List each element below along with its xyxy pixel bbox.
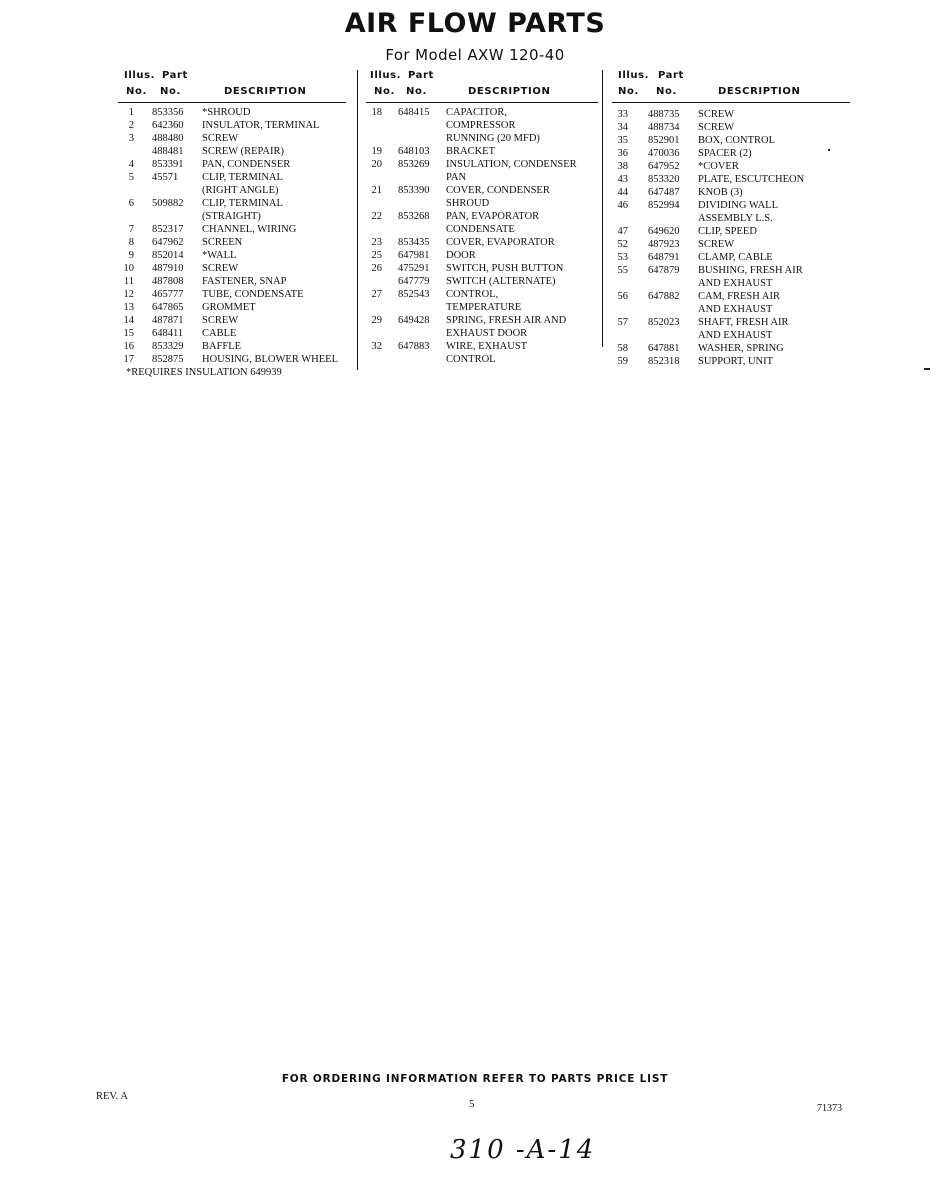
part-description: TUBE, CONDENSATE: [202, 289, 304, 300]
illus-number: 34: [617, 122, 628, 133]
table-row: [612, 121, 850, 134]
part-number: 853390: [398, 185, 430, 196]
table-row: [612, 186, 850, 199]
part-description: *SHROUD: [202, 107, 251, 118]
part-number: 852318: [648, 356, 680, 367]
part-number: 852875: [152, 354, 184, 365]
table-row: [366, 106, 598, 119]
table-row: [118, 275, 346, 288]
table-row: [118, 171, 346, 184]
table-row: [612, 277, 850, 290]
illus-number: 29: [371, 315, 382, 326]
header-part-no-label: No.: [160, 86, 181, 97]
table-row: [118, 106, 346, 119]
illus-number: 33: [617, 109, 628, 120]
part-description: SPACER (2): [698, 148, 752, 159]
illus-number: 11: [123, 276, 134, 287]
part-description: CAM, FRESH AIR: [698, 291, 780, 302]
illus-number: 58: [617, 343, 628, 354]
part-description: SCREW: [202, 133, 239, 144]
illus-number: 5: [128, 172, 134, 183]
part-number: 642360: [152, 120, 184, 131]
table-row: [612, 342, 850, 355]
part-description: CONDENSATE: [446, 224, 515, 235]
illus-number: 23: [371, 237, 382, 248]
part-number: 649620: [648, 226, 680, 237]
part-description: SCREEN: [202, 237, 243, 248]
part-number: 465777: [152, 289, 184, 300]
parts-column-3: [612, 70, 850, 368]
part-description: INSULATOR, TERMINAL: [202, 120, 320, 131]
header-description-label: DESCRIPTION: [468, 86, 551, 97]
part-number: 487808: [152, 276, 184, 287]
part-description: SCREW: [698, 239, 735, 250]
part-description: SWITCH (ALTERNATE): [446, 276, 556, 287]
table-row: [366, 171, 598, 184]
part-description: SWITCH, PUSH BUTTON: [446, 263, 564, 274]
illus-number: 32: [371, 341, 382, 352]
illus-number: 36: [617, 148, 628, 159]
part-number: 647883: [398, 341, 430, 352]
header-description-label: DESCRIPTION: [224, 86, 307, 97]
part-number: 852543: [398, 289, 430, 300]
table-row: [612, 199, 850, 212]
part-description: DIVIDING WALL: [698, 200, 778, 211]
header-illus-label: Illus.: [618, 70, 650, 81]
part-description: (STRAIGHT): [202, 211, 261, 222]
table-row: [612, 160, 850, 173]
part-description: CONTROL,: [446, 289, 499, 300]
table-row: [612, 251, 850, 264]
part-description: INSULATION, CONDENSER: [446, 159, 577, 170]
illus-number: 16: [123, 341, 134, 352]
part-number: 852014: [152, 250, 184, 261]
parts-column-1: [118, 70, 346, 379]
part-number: 852994: [648, 200, 680, 211]
part-number: 647865: [152, 302, 184, 313]
table-row: [118, 314, 346, 327]
parts-list: [118, 106, 346, 379]
part-description: GROMMET: [202, 302, 256, 313]
part-description: COVER, CONDENSER: [446, 185, 550, 196]
table-row: [118, 288, 346, 301]
part-description: KNOB (3): [698, 187, 743, 198]
table-row: [366, 197, 598, 210]
part-description: TEMPERATURE: [446, 302, 522, 313]
part-description: AND EXHAUST: [698, 330, 773, 341]
illus-number: 44: [617, 187, 628, 198]
part-description: CAPACITOR,: [446, 107, 507, 118]
table-row: [366, 158, 598, 171]
table-row: [366, 327, 598, 340]
part-number: 488481: [152, 146, 184, 157]
part-description: BUSHING, FRESH AIR: [698, 265, 803, 276]
header-rule: [118, 102, 346, 103]
table-row: [612, 173, 850, 186]
part-number: 853329: [152, 341, 184, 352]
part-description: FASTENER, SNAP: [202, 276, 287, 287]
illus-number: 7: [128, 224, 134, 235]
header-part-no-label: No.: [656, 86, 677, 97]
page-subtitle: For Model AXW 120-40: [385, 46, 565, 64]
part-description: *WALL: [202, 250, 237, 261]
part-number: 853435: [398, 237, 430, 248]
part-description: SHROUD: [446, 198, 490, 209]
part-description: SPRING, FRESH AIR AND: [446, 315, 567, 326]
part-number: 853269: [398, 159, 430, 170]
header-illus-no-label: No.: [126, 86, 147, 97]
scan-speck: [828, 149, 830, 151]
part-description: CABLE: [202, 328, 237, 339]
illus-number: 56: [617, 291, 628, 302]
part-description: AND EXHAUST: [698, 278, 773, 289]
part-description: CLIP, SPEED: [698, 226, 757, 237]
part-description: CLAMP, CABLE: [698, 252, 773, 263]
part-description: COVER, EVAPORATOR: [446, 237, 555, 248]
part-description: AND EXHAUST: [698, 304, 773, 315]
illus-number: 47: [617, 226, 628, 237]
illus-number: 4: [128, 159, 134, 170]
illus-number: 25: [371, 250, 382, 261]
table-row: [612, 355, 850, 368]
header-illus-no-label: No.: [618, 86, 639, 97]
part-description: DOOR: [446, 250, 476, 261]
illus-number: 2: [128, 120, 134, 131]
illus-number: 59: [617, 356, 628, 367]
parts-list: [366, 106, 598, 366]
illus-number: 21: [371, 185, 382, 196]
part-number: 853268: [398, 211, 430, 222]
part-description: SCREW (REPAIR): [202, 146, 284, 157]
part-number: 647487: [648, 187, 680, 198]
part-description: CHANNEL, WIRING: [202, 224, 297, 235]
table-row: [612, 134, 850, 147]
illus-number: 26: [371, 263, 382, 274]
part-description: CLIP, TERMINAL: [202, 172, 283, 183]
part-number: 647879: [648, 265, 680, 276]
table-row: [366, 353, 598, 366]
table-row: [118, 301, 346, 314]
table-row: [366, 210, 598, 223]
column-divider: [602, 70, 603, 347]
illus-number: 20: [371, 159, 382, 170]
part-number: 509882: [152, 198, 184, 209]
part-description: CLIP, TERMINAL: [202, 198, 283, 209]
scan-speck: [924, 368, 930, 370]
table-row: [366, 223, 598, 236]
part-number: 852901: [648, 135, 680, 146]
table-row: [612, 303, 850, 316]
column-header: [612, 70, 850, 104]
illus-number: 13: [123, 302, 134, 313]
header-description-label: DESCRIPTION: [718, 86, 801, 97]
part-number: 488735: [648, 109, 680, 120]
part-number: 852317: [152, 224, 184, 235]
part-number: 487871: [152, 315, 184, 326]
parts-list: [612, 108, 850, 368]
table-row: [612, 147, 850, 160]
footnote: [118, 366, 346, 379]
illus-number: 12: [123, 289, 134, 300]
part-description: RUNNING (20 MFD): [446, 133, 540, 144]
table-row: [612, 212, 850, 225]
column-divider: [357, 70, 358, 370]
part-description: BAFFLE: [202, 341, 242, 352]
part-description: PAN, CONDENSER: [202, 159, 291, 170]
part-description: SCREW: [698, 109, 735, 120]
column-header: [366, 70, 598, 104]
illus-number: 52: [617, 239, 628, 250]
part-number: 647981: [398, 250, 430, 261]
table-row: [366, 132, 598, 145]
table-row: [612, 264, 850, 277]
part-description: SHAFT, FRESH AIR: [698, 317, 789, 328]
part-description: WASHER, SPRING: [698, 343, 784, 354]
table-row: [366, 301, 598, 314]
part-description: *COVER: [698, 161, 739, 172]
part-description: CONTROL: [446, 354, 496, 365]
illus-number: 43: [617, 174, 628, 185]
part-description: SCREW: [202, 315, 239, 326]
part-number: 488734: [648, 122, 680, 133]
header-illus-no-label: No.: [374, 86, 395, 97]
parts-column-2: [366, 70, 598, 366]
illus-number: 17: [123, 354, 134, 365]
header-illus-label: Illus.: [124, 70, 156, 81]
part-description: (RIGHT ANGLE): [202, 185, 279, 196]
page-number: 5: [469, 1098, 475, 1110]
illus-number: 55: [617, 265, 628, 276]
illus-number: 1: [128, 107, 134, 118]
part-description: SCREW: [698, 122, 735, 133]
header-part-label: Part: [408, 70, 434, 81]
table-row: [366, 262, 598, 275]
page-title: AIR FLOW PARTS: [344, 8, 606, 39]
illus-number: 22: [371, 211, 382, 222]
part-number: 647952: [648, 161, 680, 172]
part-number: 648103: [398, 146, 430, 157]
part-number: 853391: [152, 159, 184, 170]
illus-number: 14: [123, 315, 134, 326]
table-row: [366, 288, 598, 301]
table-row: [366, 275, 598, 288]
illus-number: 19: [371, 146, 382, 157]
part-number: 488480: [152, 133, 184, 144]
table-row: [118, 184, 346, 197]
table-row: [612, 238, 850, 251]
part-description: SUPPORT, UNIT: [698, 356, 774, 367]
table-row: [118, 262, 346, 275]
handwritten-note: 310 -A-14: [450, 1135, 596, 1165]
table-row: [118, 197, 346, 210]
table-row: [118, 210, 346, 223]
table-row: [366, 340, 598, 353]
table-row: [612, 225, 850, 238]
part-description: PAN: [446, 172, 467, 183]
part-number: 487910: [152, 263, 184, 274]
table-row: [118, 249, 346, 262]
part-description: BOX, CONTROL: [698, 135, 776, 146]
footnote-text: *REQUIRES INSULATION 649939: [126, 367, 282, 378]
illus-number: 38: [617, 161, 628, 172]
illus-number: 8: [128, 237, 134, 248]
illus-number: 57: [617, 317, 628, 328]
part-number: 647882: [648, 291, 680, 302]
part-number: 649428: [398, 315, 430, 326]
part-number: 647779: [398, 276, 430, 287]
illus-number: 35: [617, 135, 628, 146]
table-row: [612, 316, 850, 329]
table-row: [118, 145, 346, 158]
table-row: [118, 132, 346, 145]
table-row: [118, 236, 346, 249]
part-number: 475291: [398, 263, 430, 274]
illus-number: 27: [371, 289, 382, 300]
part-description: WIRE, EXHAUST: [446, 341, 528, 352]
table-row: [118, 340, 346, 353]
part-description: HOUSING, BLOWER WHEEL: [202, 354, 338, 365]
illus-number: 10: [123, 263, 134, 274]
table-row: [118, 223, 346, 236]
part-number: 647962: [152, 237, 184, 248]
part-description: EXHAUST DOOR: [446, 328, 528, 339]
illus-number: 15: [123, 328, 134, 339]
part-number: 648415: [398, 107, 430, 118]
table-row: [118, 158, 346, 171]
header-part-label: Part: [162, 70, 188, 81]
part-number: 648411: [152, 328, 184, 339]
table-row: [366, 184, 598, 197]
ordering-note: FOR ORDERING INFORMATION REFER TO PARTS PRICE LIST: [281, 1073, 669, 1085]
table-row: [366, 314, 598, 327]
table-row: [366, 119, 598, 132]
illus-number: 18: [371, 107, 382, 118]
part-number: 487923: [648, 239, 680, 250]
column-header: [118, 70, 346, 104]
table-row: [366, 236, 598, 249]
header-rule: [612, 102, 850, 103]
part-number: 853356: [152, 107, 184, 118]
illus-number: 53: [617, 252, 628, 263]
part-description: SCREW: [202, 263, 239, 274]
table-row: [612, 329, 850, 342]
table-row: [366, 249, 598, 262]
revision-label: REV. A: [96, 1091, 128, 1102]
part-description: COMPRESSOR: [446, 120, 516, 131]
part-description: PAN, EVAPORATOR: [446, 211, 540, 222]
part-number: 470036: [648, 148, 680, 159]
part-number: 45571: [152, 172, 179, 183]
table-row: [118, 353, 346, 366]
header-part-no-label: No.: [406, 86, 427, 97]
part-number: 853320: [648, 174, 680, 185]
header-rule: [366, 102, 598, 103]
illus-number: 6: [128, 198, 134, 209]
part-description: ASSEMBLY L.S.: [698, 213, 773, 224]
table-row: [118, 119, 346, 132]
illus-number: 3: [128, 133, 134, 144]
header-part-label: Part: [658, 70, 684, 81]
illus-number: 46: [617, 200, 628, 211]
table-row: [612, 290, 850, 303]
part-number: 647881: [648, 343, 680, 354]
table-row: [366, 145, 598, 158]
part-number: 648791: [648, 252, 680, 263]
part-description: PLATE, ESCUTCHEON: [698, 174, 805, 185]
table-row: [612, 108, 850, 121]
header-illus-label: Illus.: [370, 70, 402, 81]
part-description: BRACKET: [446, 146, 496, 157]
table-row: [118, 327, 346, 340]
part-number: 852023: [648, 317, 680, 328]
document-code: 71373: [817, 1103, 842, 1114]
illus-number: 9: [128, 250, 134, 261]
